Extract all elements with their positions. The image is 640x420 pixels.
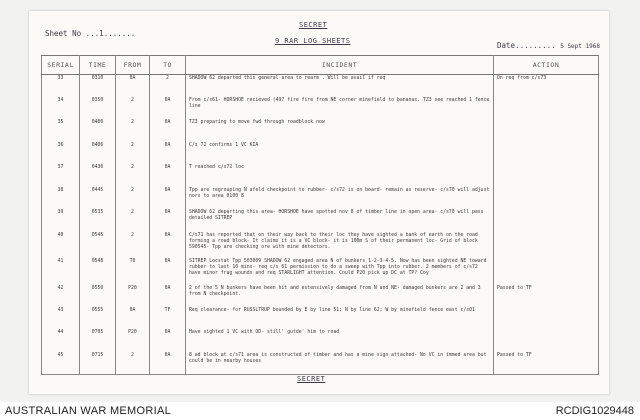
security-classification-bottom: SECRET [297,375,326,383]
table-row [42,164,599,186]
action-cell [494,164,599,186]
table-row [42,329,599,351]
time-cell: 0545 [80,232,116,258]
action-cell [494,329,599,351]
from-cell: 2 [116,97,150,119]
from-cell: 2 [116,142,150,164]
to-cell: 0A [150,119,186,141]
action-cell [494,142,599,164]
from-cell: 0A [116,75,150,97]
serial-cell: 35 [42,119,80,141]
to-cell: 0A [150,352,186,375]
to-cell: 0A [150,285,186,307]
serial-cell: 43 [42,307,80,329]
action-cell: On req from c/s73 [494,75,599,97]
column-header-serial: SERIAL [42,56,80,75]
serial-cell: 38 [42,187,80,209]
table-row [42,75,599,97]
action-cell: Passed to TF [494,285,599,307]
serial-cell: 37 [42,164,80,186]
incident-cell: Have sighted 1 VC with OD- still' gutde' him to road [186,329,494,351]
from-cell: 2 [116,232,150,258]
incident-cell: T reached c/s72 loc [186,164,494,186]
time-cell: 0400 [80,119,116,141]
incident-cell: 8 ad block at c/s71 area is constructed of timber and has a mine sign attached- No VC in immed area but could be in nearby houses [186,352,494,375]
serial-cell: 45 [42,352,80,375]
to-cell: 2 [150,75,186,97]
column-header-to: TO [150,56,186,75]
table-row [42,307,599,329]
incident-cell: C/s71 has reported that on their way back to their loc they have sighted a bank of earth on the road forming a road block- It claims it is a VC block- it is 100m S of their permanent loc- Grid of block 590545- Tpp are checking ore with mine detectors. [186,232,494,258]
time-cell: 0350 [80,97,116,119]
time-cell: 0550 [80,285,116,307]
incident-cell: SHADOW 62 departed this general area to rearm . Will be avail if req [186,75,494,97]
time-cell: 0548 [80,258,116,284]
table-row [42,142,599,164]
time-cell: 0430 [80,164,116,186]
from-cell: 0A [116,307,150,329]
from-cell: 2 [116,164,150,186]
from-cell: 2 [116,209,150,231]
action-cell [494,187,599,209]
incident-cell: Req clearance- for RUSSLTRUP bounded by E by line 51; N by line 62; W by minefield fence east c/s01 [186,307,494,329]
incident-cell: 2 of the 5 N bunkers have been hit and extensively damaged from N and NE- damaged bunkers are 2 and 3 from N checkpoint. [186,285,494,307]
table-row [42,209,599,231]
to-cell: 0A [150,142,186,164]
time-cell: 0310 [80,75,116,97]
to-cell: 0A [150,209,186,231]
from-cell: 2 [116,352,150,375]
table-row [42,187,599,209]
log-table [41,55,599,375]
from-cell: 2 [116,187,150,209]
sheet-number: Sheet No ...1....... [45,29,136,38]
serial-cell: 40 [42,232,80,258]
serial-cell: 41 [42,258,80,284]
archive-footer [0,402,640,420]
action-cell [494,97,599,119]
time-cell: 0535 [80,209,116,231]
column-header-from: FROM [116,56,150,75]
action-cell [494,258,599,284]
time-cell: 0705 [80,329,116,351]
time-cell: 0406 [80,142,116,164]
serial-cell: 34 [42,97,80,119]
table-row [42,352,599,375]
to-cell: TF [150,307,186,329]
column-header-incident: INCIDENT [186,56,494,75]
serial-cell: 39 [42,209,80,231]
incident-cell: SHADOW 62 departing this area- HORSHOE have spotted nov 8 of timber line in open area- c/s70 will pass detailed SITREP [186,209,494,231]
table-row [42,285,599,307]
incident-cell: C/s 72 confirms 1 VC KIA [186,142,494,164]
to-cell: 0A [150,97,186,119]
action-cell [494,209,599,231]
from-cell: T0 [116,258,150,284]
to-cell: 0A [150,187,186,209]
to-cell: 0A [150,164,186,186]
incident-cell: TZ3 preparing to move fwd through roadblock now [186,119,494,141]
serial-cell: 42 [42,285,80,307]
incident-cell: Tpp are regrouping N afeld checkpoint to rubber- c/s72 is on board- remain as reserve- c/s70 will adjust nors to area 0100 8 [186,187,494,209]
from-cell: P20 [116,329,150,351]
date-value: 5 Sept 1968 [560,43,600,50]
action-cell [494,232,599,258]
from-cell: P20 [116,285,150,307]
incident-cell: From c/s61- HORSHOE recieved (497 fire fire from NE corner minefield to bananas. TZ3 see reached 1 fence line [186,97,494,119]
security-classification-top: SECRET [299,21,328,29]
time-cell: 0445 [80,187,116,209]
date-field [497,41,600,50]
log-title: 9 RAR LOG SHEETS [275,37,351,45]
record-id: RCDIG1029448 [555,405,634,417]
action-cell [494,119,599,141]
column-header-action: ACTION [494,56,599,75]
to-cell: 0A [150,232,186,258]
time-cell: 0555 [80,307,116,329]
column-header-time: TIME [80,56,116,75]
table-header-row [42,56,599,75]
serial-cell: 33 [42,75,80,97]
institution-credit: AUSTRALIAN WAR MEMORIAL [5,405,172,417]
time-cell: 0715 [80,352,116,375]
table-row [42,258,599,284]
action-cell [494,307,599,329]
incident-cell: SITREP Locstat Tpp 503009 SHADOW 62 engaged area N of bunkers 1-2-3-4-5. Now has been sighted NE toward rubber to last 10 mins- req c/s 61 permission to do a sweep with Tpp into rubber. 2 members of c/s72 have minor frag wounds and req STARLIGHT attention. Could P20 pick up DC at TP? Coy [186,258,494,284]
table-row [42,119,599,141]
table-row [42,232,599,258]
log-sheet [29,11,609,394]
date-label: Date......... [497,41,556,50]
serial-cell: 44 [42,329,80,351]
to-cell: 0A [150,329,186,351]
to-cell: 0A [150,258,186,284]
action-cell: Passed to TF [494,352,599,375]
serial-cell: 36 [42,142,80,164]
table-row [42,97,599,119]
from-cell: 2 [116,119,150,141]
